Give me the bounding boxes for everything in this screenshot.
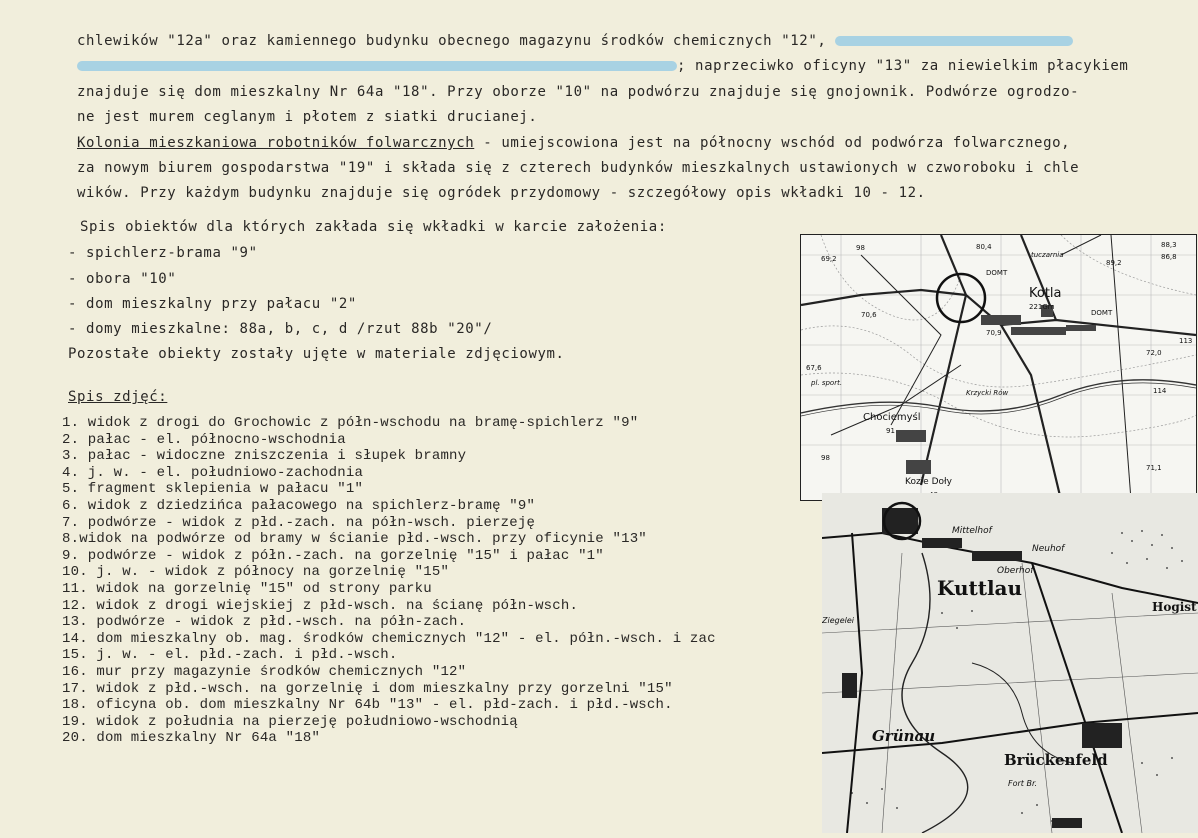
list-item: 2. pałac - el. północno-wschodnia	[62, 431, 346, 448]
map-label: Neuhof	[1032, 544, 1065, 554]
map-label: 91	[886, 427, 895, 435]
map-label: Krzycki Rów	[966, 389, 1009, 397]
list-item: 17. widok z płd.-wsch. na gorzelnię i dom mieszkalny przy gorzelni "15"	[62, 680, 673, 697]
map-label: Hogist	[1152, 600, 1197, 614]
map-label: 86,8	[1161, 253, 1177, 261]
map-label: 70,6	[861, 311, 877, 319]
map-label: Mittelhof	[952, 526, 992, 536]
map-label-kozie-doly: Kozie Doły	[905, 477, 952, 487]
list-item: 9. podwórze - widok z półn.-zach. na gorzelnię "15" i pałac "1"	[62, 547, 604, 564]
objects-item: - dom mieszkalny przy pałacu "2"	[68, 296, 357, 312]
map-label: 67,6	[806, 364, 822, 372]
list-item: 5. fragment sklepienia w pałacu "1"	[62, 481, 364, 498]
photos-list	[62, 415, 716, 747]
map-label: 88,3	[1161, 241, 1177, 249]
map-label: 221Gm	[1029, 303, 1055, 311]
list-item: 15. j. w. - el. płd.-zach. i płd.-wsch.	[62, 647, 398, 664]
map-historic	[822, 493, 1198, 833]
objects-intro: Spis obiektów dla których zakłada się wkładki w karcie założenia:	[80, 219, 667, 235]
redaction-mark	[835, 36, 1073, 46]
map-label: 98	[821, 454, 830, 462]
map-label: pl. sport.	[811, 379, 843, 387]
map-label: 71,1	[1146, 464, 1162, 472]
map-label: 89,2	[1106, 259, 1122, 267]
list-item: 10. j. w. - widok z północy na gorzelnię "15"	[62, 564, 450, 581]
map-label-bruckenfeld: Brückenfeld	[1004, 751, 1108, 769]
map-label: 114	[1153, 387, 1167, 395]
map-modern	[800, 234, 1197, 501]
map-modern-drawing	[801, 235, 1196, 500]
list-item: 1. widok z drogi do Grochowic z półn-wschodu na bramę-spichlerz "9"	[62, 415, 639, 431]
list-item: 7. podwórze - widok z płd.-zach. na półn-wsch. pierzeję	[62, 514, 536, 531]
map-label-grunau: Grünau	[872, 727, 936, 745]
map-label: 69,2	[821, 255, 837, 263]
list-item: 6. widok z dziedzińca pałacowego na spichlerz-bramę "9"	[62, 497, 536, 514]
list-item: 3. pałac - widoczne zniszczenia i słupek bramny	[62, 448, 467, 465]
photos-heading: Spis zdjęć:	[68, 389, 168, 405]
map-label: tuczarnia	[1031, 251, 1064, 259]
list-item: 18. oficyna ob. dom mieszkalny Nr 64b "13" - el. płd-zach. i płd.-wsch.	[62, 697, 673, 714]
paragraph-line-4: ne jest murem ceglanym i płotem z siatki drucianej.	[77, 109, 538, 125]
map-label: 72,0	[1146, 349, 1162, 357]
colony-heading: Kolonia mieszkaniowa robotników folwarcznych	[77, 135, 475, 151]
paragraph-line-5: Kolonia mieszkaniowa robotników folwarcznych - umiejscowiona jest na północny wschód od podwórza folwarcznego,	[77, 135, 1071, 151]
map-label: 98	[856, 244, 865, 252]
map-historic-drawing	[822, 493, 1198, 833]
paragraph-line-1: chlewików "12a" oraz kamiennego budynku obecnego magazynu środków chemicznych "12",	[77, 33, 1073, 49]
objects-item: - spichlerz-brama "9"	[68, 245, 258, 261]
map-label: Ziegelei	[822, 616, 854, 625]
redaction-mark	[77, 61, 677, 71]
paragraph-line-2: ; naprzeciwko oficyny "13" za niewielkim płacykiem	[77, 58, 1128, 74]
list-item: 14. dom mieszkalny ob. mag. środków chemicznych "12" - el. półn.-wsch. i zac	[62, 630, 716, 647]
list-item: 20. dom mieszkalny Nr 64a "18"	[62, 730, 321, 747]
map-label: 80,4	[976, 243, 992, 251]
map-label-kotla: Kotla	[1029, 286, 1062, 301]
list-item: 16. mur przy magazynie środków chemicznych "12"	[62, 663, 467, 680]
map-label: 113	[1179, 337, 1193, 345]
objects-item: - domy mieszkalne: 88a, b, c, d /rzut 88b "20"/	[68, 321, 493, 337]
paragraph-line-6: za nowym biurem gospodarstwa "19" i składa się z czterech budynków mieszkalnych ustawionych w czworoboku i chle	[77, 160, 1080, 176]
map-label: Fort Br.	[1008, 779, 1038, 788]
map-label-kuttlau: Kuttlau	[937, 576, 1023, 600]
paragraph-line-3: znajduje się dom mieszkalny Nr 64a "18". Przy oborze "10" na podwórzu znajduje się gnojownik. Podwórze ogrodzo-	[77, 84, 1080, 100]
map-label: DOMT	[986, 269, 1008, 277]
map-label: Oberhof	[997, 566, 1034, 576]
list-item: 8.widok na podwórze od bramy w ścianie płd.-wsch. przy oficynie "13"	[62, 531, 647, 548]
objects-outro: Pozostałe obiekty zostały ujęte w materiale zdjęciowym.	[68, 346, 565, 362]
list-item: 12. widok z drogi wiejskiej z płd-wsch. na ścianę półn-wsch.	[62, 597, 579, 614]
paragraph-line-7: wików. Przy każdym budynku znajduje się ogródek przydomowy - szczegółowy opis wkładki 10 - 12.	[77, 185, 926, 201]
map-label: 70,9	[986, 329, 1002, 337]
map-label: DOMT	[1091, 309, 1113, 317]
list-item: 11. widok na gorzelnię "15" od strony parku	[62, 580, 432, 597]
map-label-chociemysl: Chociemyśl	[863, 412, 921, 423]
list-item: 4. j. w. - el. południowo-zachodnia	[62, 464, 364, 481]
list-item: 13. podwórze - widok z płd.-wsch. na półn-zach.	[62, 614, 467, 631]
objects-item: - obora "10"	[68, 271, 177, 287]
list-item: 19. widok z południa na pierzeję południowo-wschodnią	[62, 713, 518, 730]
